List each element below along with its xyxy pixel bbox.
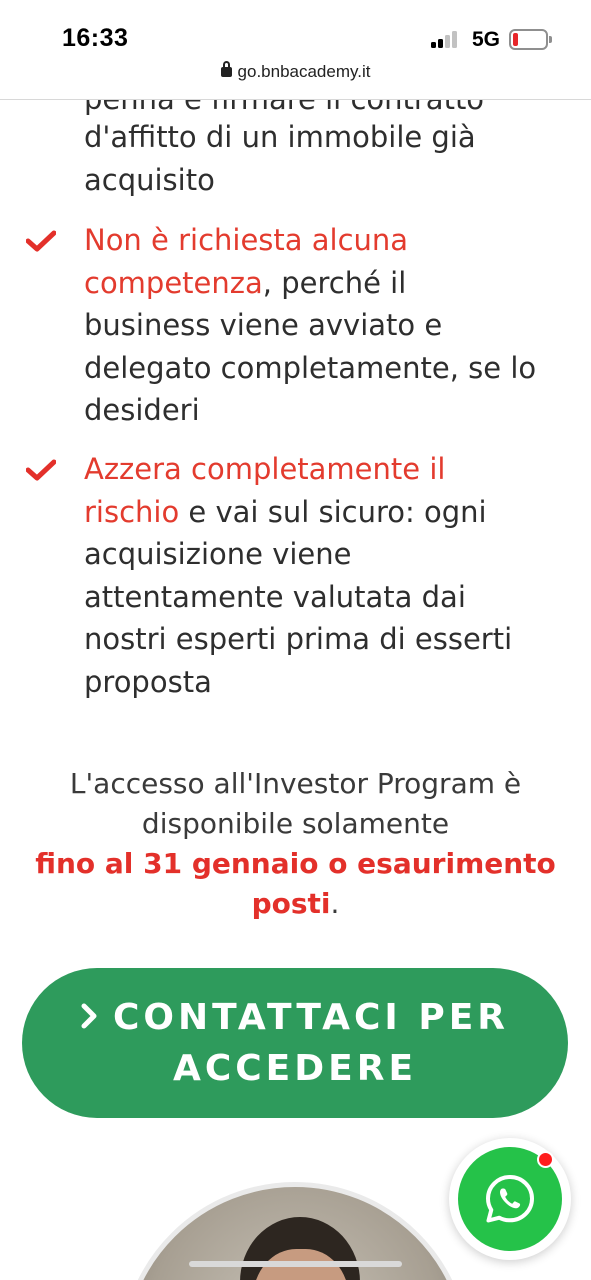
bullet-2-text-4: nostri esperti prima di esserti (84, 622, 513, 656)
intro-line-3: acquisito (84, 162, 215, 197)
bullet-2-highlight-2: rischio (84, 494, 180, 529)
bullet-2-text-5: proposta (84, 664, 212, 699)
bullet-2-text-2: acquisizione viene (84, 537, 352, 571)
check-icon (26, 230, 56, 252)
contact-to-access-button[interactable] (22, 968, 568, 1118)
home-indicator (189, 1261, 402, 1267)
intro-paragraph (84, 116, 574, 201)
bullet-1-text: , perché il (262, 265, 407, 300)
notice-period: . (330, 887, 340, 920)
check-icon (26, 459, 56, 481)
signal-strength-icon (431, 30, 465, 48)
status-bar (0, 0, 591, 100)
notification-badge (537, 1151, 554, 1168)
url-text: go.bnbacademy.it (237, 62, 371, 81)
bullet-1-highlight: Non è richiesta alcuna (84, 223, 409, 257)
network-type: 5G (472, 28, 501, 51)
bullet-zero-risk (84, 448, 574, 703)
whatsapp-icon (483, 1172, 537, 1226)
notice-line-2: disponibile solamente (141, 807, 450, 840)
availability-notice (0, 764, 591, 924)
status-time: 16:33 (62, 24, 129, 52)
notice-deadline: fino al 31 gennaio o esaurimento (35, 847, 556, 880)
cta-line-2: ACCEDERE (172, 1048, 418, 1089)
bullet-2-highlight: Azzera completamente il (84, 452, 446, 486)
bullet-no-skills (84, 219, 574, 432)
address-bar[interactable] (0, 62, 591, 82)
bullet-1-highlight-2: competenza (84, 265, 263, 300)
notice-deadline-end: posti (251, 887, 331, 920)
bullet-1-text-4: desideri (84, 393, 200, 427)
battery-icon (509, 29, 548, 50)
cta-button-label (81, 992, 509, 1094)
bullet-1-text-3: delegato completamente, se lo (84, 350, 537, 385)
intro-line-2: d'affitto di un immobile già (84, 120, 476, 154)
chevron-right-icon (81, 1003, 99, 1029)
bullet-2-text: e vai sul sicuro: ogni (179, 494, 487, 529)
cta-line-1: CONTATTACI PER (112, 997, 510, 1038)
bullet-1-text-2: business viene avviato e (84, 308, 443, 342)
notice-line-1: L'accesso all'Investor Program è (69, 767, 522, 800)
lock-icon (221, 67, 232, 77)
bullet-2-text-3: attentamente valutata dai (84, 579, 466, 614)
